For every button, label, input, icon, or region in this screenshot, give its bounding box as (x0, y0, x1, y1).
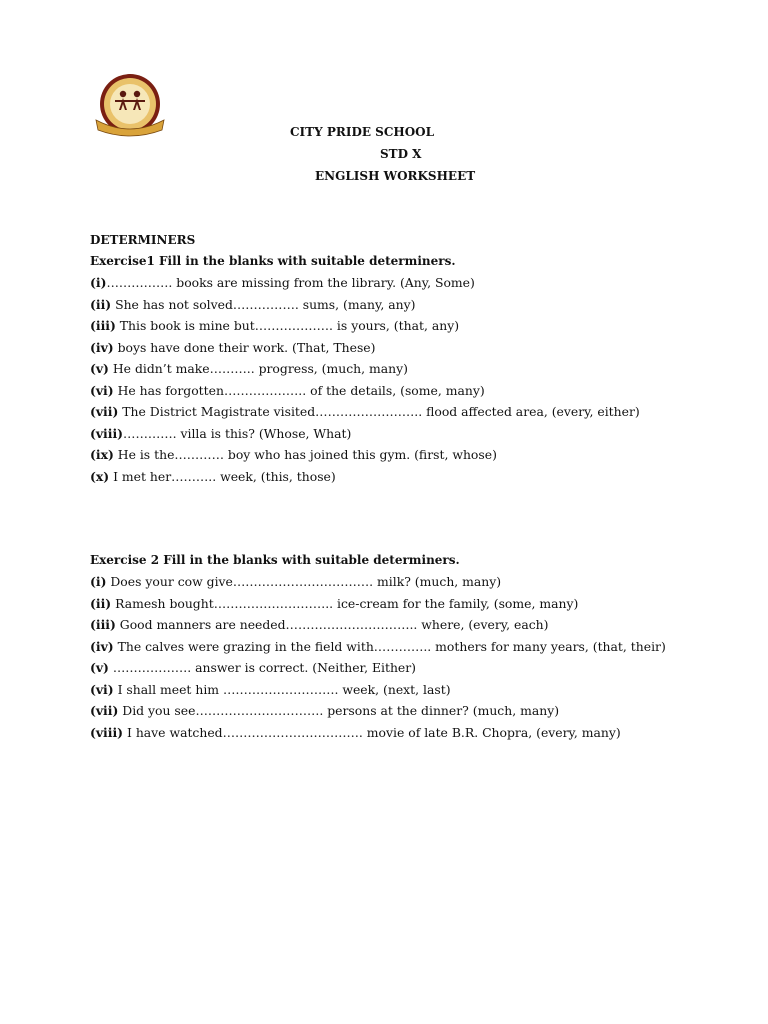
section-heading: DETERMINERS (90, 233, 196, 247)
exercise1-item: (iii) This book is mine but………………. is yours, (that, any) (90, 318, 460, 333)
exercise1-item: (vi) He has forgotten……………….. of the details, (some, many) (90, 382, 485, 398)
worksheet-title: ENGLISH WORKSHEET (315, 169, 476, 183)
exercise1-item: (vii) The District Magistrate visited…………………….. flood affected area, (every, either) (90, 404, 640, 419)
exercise1-item: (v) He didn’t make……….. progress, (much, many) (90, 361, 408, 376)
exercise2-title: Exercise 2 Fill in the blanks with suitable determiners. (90, 553, 460, 567)
school-logo (90, 72, 170, 138)
exercise2-list (90, 571, 730, 743)
exercise1-title: Exercise1 Fill in the blanks with suitable determiners. (90, 254, 456, 268)
exercise2-item: (vii) Did you see…………………………. persons at the dinner? (much, many) (90, 703, 560, 718)
exercise1-item: (iv) boys have done their work. (That, These) (90, 339, 376, 355)
exercise1-item: (ii) She has not solved……………. sums, (many, any) (90, 296, 416, 312)
exercise1-item: (viii)…………. villa is this? (Whose, What) (90, 425, 352, 441)
exercise1-list (90, 272, 730, 487)
standard-label: STD X (380, 147, 422, 161)
exercise2-item: (viii) I have watched……………………………. movie of late B.R. Chopra, (every, many) (90, 724, 621, 740)
exercise1-item: (x) I met her……….. week, (this, those) (90, 468, 336, 484)
exercise2-item: (i) Does your cow give……………………………. milk? (much, many) (90, 574, 502, 589)
exercise2-item: (iii) Good manners are needed………………………….. where, (every, each) (90, 617, 549, 632)
school-name: CITY PRIDE SCHOOL (290, 125, 435, 139)
exercise1-item: (i)……………. books are missing from the library. (Any, Some) (90, 275, 475, 290)
exercise2-item: (iv) The calves were grazing in the field with………….. mothers for many years, (that, their) (90, 638, 666, 654)
exercise2-item: (ii) Ramesh bought……………………….. ice-cream for the family, (some, many) (90, 595, 579, 611)
exercise2-item: (vi) I shall meet him ………………………. week, (next, last) (90, 681, 451, 697)
exercise2-item: (v) ………………. answer is correct. (Neither, Either) (90, 660, 417, 675)
exercise1-item: (ix) He is the………… boy who has joined this gym. (first, whose) (90, 447, 497, 462)
